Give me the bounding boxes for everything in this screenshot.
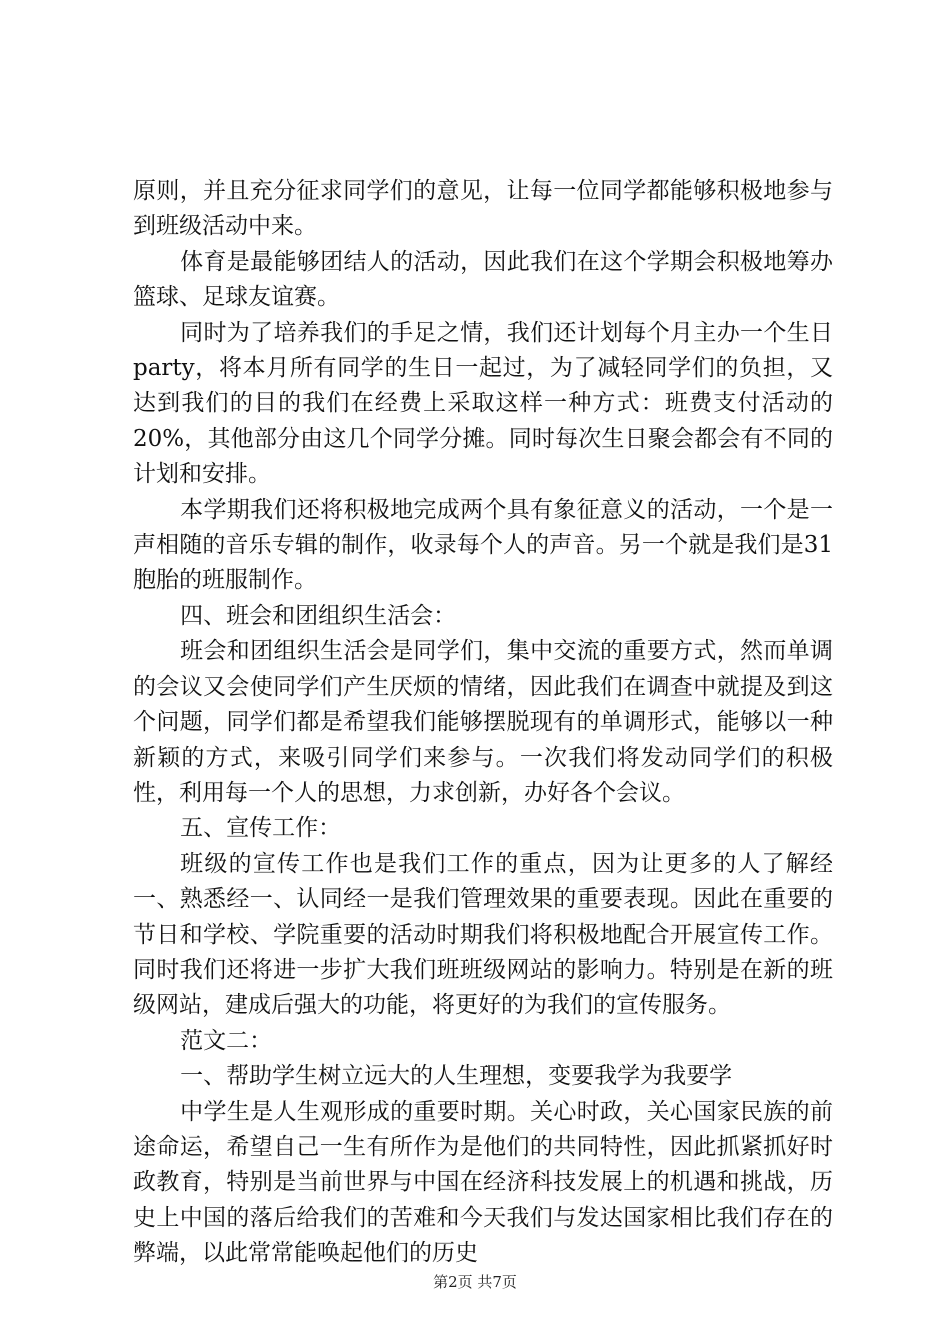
document-body <box>133 174 833 1272</box>
section-heading: 一、帮助学生树立远大的人生理想，变要我学为我要学 <box>180 1063 733 1090</box>
section-heading: 范文二： <box>180 1027 273 1054</box>
paragraph: 体育是最能够团结人的活动，因此我们在这个学期会积极地筹办篮球、足球友谊赛。 <box>133 248 833 311</box>
paragraph: 班会和团组织生活会是同学们，集中交流的重要方式，然而单调的会议又会使同学们产生厌烦的情绪，因此我们在调查中就提及到这个问题，同学们都是希望我们能够摆脱现有的单调形式，能够以一种新颖的方式，来吸引同学们来参与。一次我们将发动同学们的积极性，利用每一个人的思想，力求创新，办好各个会议。 <box>133 638 833 806</box>
paragraph: 中学生是人生观形成的重要时期。关心时政，关心国家民族的前途命运，希望自己一生有所作为是他们的共同特性，因此抓紧抓好时政教育，特别是当前世界与中国在经济科技发展上的机遇和挑战，历史上中国的落后给我们的苦难和今天我们与发达国家相比我们存在的弊端，以此常常能唤起他们的历史 <box>133 1098 833 1267</box>
paragraph: 本学期我们还将积极地完成两个具有象征意义的活动，一个是一声相随的音乐专辑的制作，收录每个人的声音。另一个就是我们是31胞胎的班服制作。 <box>133 496 833 594</box>
section-heading: 四、班会和团组织生活会： <box>180 602 457 629</box>
paragraph: 班级的宣传工作也是我们工作的重点，因为让更多的人了解经一、熟悉经一、认同经一是我们管理效果的重要表现。因此在重要的节日和学校、学院重要的活动时期我们将积极地配合开展宣传工作。同时我们还将进一步扩大我们班班级网站的影响力。特别是在新的班级网站，建成后强大的功能，将更好的为我们的宣传服务。 <box>133 850 833 1019</box>
page-footer: 第2页 共7页 <box>433 1273 517 1291</box>
paragraph: 原则，并且充分征求同学们的意见，让每一位同学都能够积极地参与到班级活动中来。 <box>133 178 833 240</box>
section-heading: 五、宣传工作： <box>180 815 342 842</box>
paragraph: 同时为了培养我们的手足之情，我们还计划每个月主办一个生日party，将本月所有同学的生日一起过，为了减轻同学们的负担，又达到我们的目的我们在经费上采取这样一种方式：班费支付活动的20%，其他部分由这几个同学分摊。同时每次生日聚会都会有不同的计划和安排。 <box>133 319 833 488</box>
